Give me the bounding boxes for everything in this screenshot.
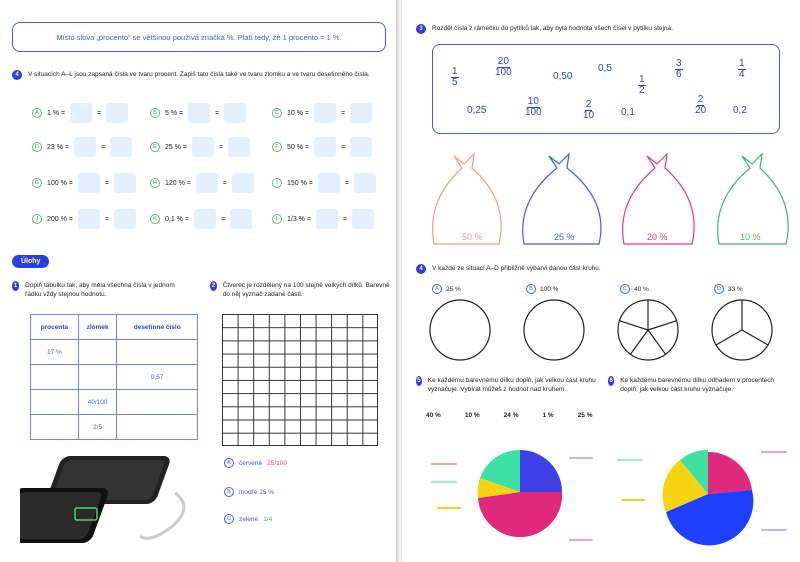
exercise-value: 1 % =	[47, 109, 66, 117]
circle-B[interactable]	[524, 300, 584, 360]
table-row	[31, 390, 198, 415]
task5-number: 5	[416, 376, 422, 386]
table-cell[interactable]	[31, 415, 79, 440]
circle-A[interactable]	[430, 300, 490, 360]
letter-badge: C	[620, 284, 630, 294]
letter-badge: F	[272, 142, 282, 152]
task2-item-B	[224, 487, 274, 497]
circle-label-C	[620, 284, 649, 294]
pie-chart-task6	[616, 430, 792, 558]
table-cell[interactable]	[117, 390, 198, 415]
task4-header	[12, 70, 382, 80]
table-cell[interactable]: 17 %	[31, 340, 79, 365]
table-row	[31, 415, 198, 440]
letter-badge: B	[224, 487, 234, 497]
number-item[interactable]: 0,50	[553, 71, 573, 82]
pie-slice[interactable]	[708, 452, 752, 494]
task3-number: 3	[416, 24, 426, 34]
circle-label-D	[714, 284, 743, 294]
table-cell[interactable]	[117, 415, 198, 440]
table-cell[interactable]	[78, 340, 117, 365]
pie-slice[interactable]	[478, 492, 562, 537]
equals-sign: =	[220, 215, 226, 223]
bag-label-50: 50 %	[462, 232, 483, 242]
answer-box[interactable]	[196, 173, 218, 193]
number-item[interactable]: 0,1	[621, 107, 635, 118]
task2-item-C	[224, 514, 272, 524]
task1-text: Doplň tabulku tak, aby měla všechna čísla v jednom řádku vždy stejnou hodnotu.	[25, 282, 175, 298]
circles-row	[422, 298, 792, 362]
task6-text: Ke každému barevnému dílku odhadem v procentech doplň, jak velkou část kruhu vyznačuje.	[620, 377, 775, 393]
answer-box[interactable]	[314, 103, 336, 123]
letter-badge: C	[272, 108, 282, 118]
answer-box[interactable]	[74, 137, 96, 157]
answer-box[interactable]	[110, 137, 132, 157]
answer-box[interactable]	[350, 137, 372, 157]
exercise-C	[272, 103, 372, 123]
task3-text: Rozděl čísla z rámečku do pytlíků tak, aby byla hodnota všech čísel v pytlíku stejná.	[432, 25, 673, 32]
answer-box[interactable]	[352, 209, 374, 229]
number-item[interactable]: $\frac{10}{100}$	[525, 96, 542, 118]
answer-box[interactable]	[230, 209, 252, 229]
equals-sign: =	[104, 215, 109, 223]
exercise-value: 5 % =	[165, 109, 184, 117]
column-header: zlomek	[78, 315, 117, 340]
equals-sign: =	[219, 143, 224, 151]
number-item[interactable]: $\frac{1}{4}$	[739, 58, 745, 80]
pie-chart-task5	[430, 430, 600, 558]
left-page	[0, 0, 398, 562]
letter-badge: A	[432, 284, 442, 294]
equals-sign: =	[101, 143, 106, 151]
letter-badge: I	[272, 178, 282, 188]
task2-number: 2	[210, 281, 217, 291]
letter-badge: E	[150, 142, 160, 152]
info-box	[12, 22, 386, 52]
number-item[interactable]: $\frac{2}{20}$	[695, 94, 707, 116]
number-item[interactable]: $\frac{3}{6}$	[676, 58, 682, 80]
value-chip: 25 %	[577, 412, 593, 419]
task2-text: Čtverec je rozdělený na 100 stejně velkých dílků. Barevně do něj vyznač zadané části.	[222, 282, 390, 298]
letter-badge: K	[150, 214, 160, 224]
task3-header	[416, 24, 786, 34]
letter-badge: J	[32, 214, 42, 224]
section-tag-ulohy: Úlohy	[12, 255, 49, 268]
answer-box[interactable]	[78, 209, 100, 229]
table-cell[interactable]	[31, 365, 79, 390]
task1-number: 1	[12, 281, 19, 291]
task4-text: V situacích A–L jsou zapsaná čísla ve tvaru procent. Zapiš tato čísla také ve tvaru zlomku a ve tvaru desetinného čísla.	[28, 71, 370, 78]
equals-sign: =	[97, 109, 102, 117]
equals-sign: =	[215, 109, 220, 117]
exercise-value: 120 % =	[165, 179, 191, 187]
circle-value: 25 %	[446, 285, 461, 293]
task2-item-A	[224, 458, 287, 468]
exercise-value: 50 % =	[287, 143, 309, 151]
letter-badge: C	[224, 514, 234, 524]
task5-text: Ke každému barevnému dílku doplň, jak velkou část kruhu vyznačuje. Vybírat můžeš z hodnot nad kruhem.	[427, 377, 596, 393]
number-item[interactable]: $\frac{1}{5}$	[452, 66, 458, 88]
answer-box[interactable]	[232, 173, 254, 193]
task4b-header	[416, 264, 786, 274]
pie-slice[interactable]	[520, 450, 562, 492]
answer-box[interactable]	[114, 209, 136, 229]
letter-badge: D	[714, 284, 724, 294]
task2-header	[210, 281, 390, 299]
table-cell[interactable]: 2/5	[78, 415, 117, 440]
answer-box[interactable]	[106, 103, 128, 123]
table-cell[interactable]: 0,57	[117, 365, 198, 390]
table-cell[interactable]	[78, 365, 117, 390]
exercise-B	[150, 103, 246, 123]
answer-box[interactable]	[316, 209, 338, 229]
task5-header	[416, 376, 606, 394]
letter-badge: L	[272, 214, 282, 224]
exercise-value: 10 % =	[287, 109, 309, 117]
circle-value: 33 %	[728, 285, 743, 293]
equals-sign: =	[341, 109, 346, 117]
letter-badge: D	[32, 142, 42, 152]
exercise-K	[150, 209, 252, 229]
task6-header	[608, 376, 788, 394]
letter-badge: B	[526, 284, 536, 294]
equals-sign: =	[104, 179, 109, 187]
value-chip: 40 %	[426, 412, 441, 419]
exercise-value: 25 % =	[165, 143, 187, 151]
circle-value: 40 %	[634, 285, 649, 293]
number-item[interactable]: $\frac{20}{100}$	[495, 56, 512, 78]
answer-box[interactable]	[314, 137, 336, 157]
answer-box[interactable]	[70, 103, 92, 123]
value-chip: 10 %	[464, 412, 480, 419]
bag-label-25: 25 %	[554, 232, 575, 242]
circle-label-B	[526, 284, 558, 294]
conversion-table	[30, 314, 198, 440]
bag-label-10: 10 %	[740, 232, 761, 242]
hundred-square-grid[interactable]	[222, 314, 378, 446]
equals-sign: =	[342, 215, 348, 223]
number-item[interactable]: $\frac{2}{10}$	[583, 99, 595, 121]
answer-box[interactable]	[228, 137, 250, 157]
bag-label-20: 20 %	[647, 232, 668, 242]
exercise-J	[32, 209, 136, 229]
circle-D[interactable]	[712, 300, 772, 360]
table-row	[31, 340, 198, 365]
numbers-box	[432, 44, 780, 134]
powerbank-illustration	[20, 448, 200, 556]
letter-badge: A	[32, 108, 42, 118]
answer-box[interactable]	[350, 103, 372, 123]
item-label: modře 25 %	[239, 488, 275, 496]
task4b-number: 4	[416, 264, 426, 274]
letter-badge: A	[224, 458, 234, 468]
table-cell[interactable]	[117, 340, 198, 365]
right-page	[402, 0, 800, 562]
table-row	[31, 365, 198, 390]
item-label: červeně	[239, 459, 263, 467]
exercise-value: 1/3 % =	[287, 215, 311, 223]
equals-sign: =	[341, 143, 346, 151]
column-header: desetinné číslo	[117, 315, 198, 340]
letter-badge: H	[150, 178, 160, 188]
exercise-value: 0,1 % =	[165, 215, 189, 223]
answer-box[interactable]	[192, 137, 214, 157]
task4b-text: V každé ze situací A–D přibližně vybarvi danou část kruhu.	[432, 265, 601, 272]
exercise-L	[272, 209, 374, 229]
exercise-G	[32, 173, 136, 193]
exercise-H	[150, 173, 254, 193]
answer-box[interactable]	[318, 173, 340, 193]
item-fraction: 1/4	[263, 515, 273, 523]
circle-value: 100 %	[540, 285, 559, 293]
circle-label-A	[432, 284, 461, 294]
exercise-value: 200 % =	[47, 215, 73, 223]
column-header: procenta	[31, 315, 79, 340]
letter-badge: B	[150, 108, 160, 118]
info-text: Místo slova „procento“ se většinou používá značka %. Platí tedy, že 1 procento = 1 %.	[56, 32, 342, 42]
equals-sign: =	[344, 179, 349, 187]
item-fraction: 25/100	[267, 459, 288, 467]
value-chip: 24 %	[503, 412, 519, 419]
exercise-E	[150, 137, 250, 157]
table-cell[interactable]: 40/100	[78, 390, 117, 415]
number-item[interactable]: 0,25	[467, 105, 487, 116]
task4-number: 4	[12, 70, 22, 80]
exercise-I	[272, 173, 376, 193]
answer-box[interactable]	[78, 173, 100, 193]
exercise-value: 150 % =	[287, 179, 313, 187]
circle-C[interactable]	[618, 300, 678, 360]
number-item[interactable]: 0,2	[733, 105, 747, 116]
letter-badge: G	[32, 178, 42, 188]
number-item[interactable]: $\frac{1}{2}$	[639, 74, 645, 96]
answer-box[interactable]	[224, 103, 246, 123]
item-label: zeleně	[239, 515, 259, 523]
equals-sign: =	[222, 179, 227, 187]
task6-number: 6	[608, 376, 614, 386]
exercise-A	[32, 103, 128, 123]
exercise-value: 23 % =	[47, 143, 69, 151]
task5-values	[426, 412, 593, 419]
table-cell[interactable]	[31, 390, 79, 415]
exercise-F	[272, 137, 372, 157]
answer-box[interactable]	[194, 209, 216, 229]
answer-box[interactable]	[188, 103, 210, 123]
answer-box[interactable]	[114, 173, 136, 193]
value-chip: 1 %	[542, 412, 554, 419]
exercise-D	[32, 137, 132, 157]
answer-box[interactable]	[354, 173, 376, 193]
number-item[interactable]: 0,5	[598, 63, 612, 74]
table-header-row	[31, 315, 198, 340]
exercise-value: 100 % =	[47, 179, 73, 187]
task1-header	[12, 281, 192, 299]
